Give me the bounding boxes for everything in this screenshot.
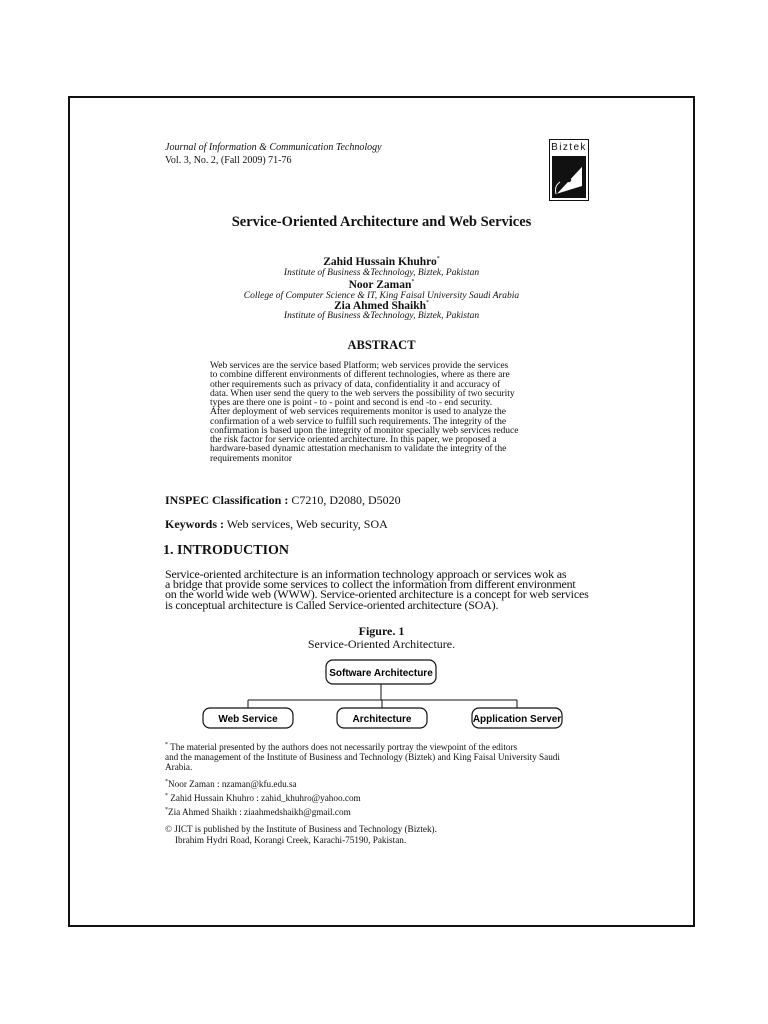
introduction-body [165, 569, 589, 610]
author-email: *Zia Ahmed Shaikh : ziaahmedshaikh@gmail.com [165, 806, 351, 817]
diagram-node-application-server: Application Server [472, 714, 562, 725]
author-email: *Noor Zaman : nzaman@kfu.edu.sa [165, 778, 297, 789]
disclaimer-line: Arabia. [165, 762, 193, 772]
abstract-line: data. When user send the query to the web servers the possibility of two security [210, 387, 515, 399]
journal-name: Journal of Information & Communication Technology [165, 142, 382, 153]
intro-line: on the world wide web (WWW). Service-oriented architecture is a concept for web services [165, 587, 589, 602]
author-affiliation: Institute of Business &Technology, Biztek, Pakistan [283, 268, 480, 278]
figure-caption [68, 625, 695, 651]
abstract-line: requirements monitor [210, 452, 292, 464]
inspec-value: C7210, D2080, D5020 [288, 493, 401, 507]
disclaimer-line: and the management of the Institute of Business and Technology (Biztek) and King Faisal University Saudi [165, 752, 560, 762]
publisher-line: Ibrahim Hydri Road, Korangi Creek, Karachi-75190, Pakistan. [175, 835, 407, 845]
author-name: Zahid Hussain Khuhro* [323, 256, 440, 268]
copyright-icon: © [165, 824, 172, 834]
abstract-line: other requirements such as privacy of data, confidentiality it and accuracy of [210, 378, 501, 390]
introduction-heading: 1. INTRODUCTION [163, 543, 290, 558]
abstract-line: confirmation of a web service to fulfill such requirements. The integrity of the [210, 415, 507, 427]
abstract-line: the risk factor for service oriented architecture. In this paper, we proposed a [210, 434, 497, 445]
abstract-heading: ABSTRACT [347, 338, 416, 352]
abstract-line: Web services are the service based Platform; web services provide the services [210, 360, 509, 371]
diagram-node-architecture: Architecture [352, 714, 412, 725]
author-name: Noor Zaman* [348, 279, 415, 291]
abstract-line: After deployment of web services requirements monitor is used to analyze the [210, 406, 506, 418]
journal-header [165, 141, 382, 167]
intro-line: is conceptual architecture is Called Service-oriented architecture (SOA). [165, 597, 499, 612]
figure-label: Figure. 1 [358, 624, 405, 638]
author-affiliation: Institute of Business &Technology, Biztek, Pakistan [283, 311, 480, 321]
author-mark: * [436, 256, 440, 263]
author-mark: * [426, 300, 430, 307]
journal-volume: Vol. 3, No. 2, (Fall 2009) 71-76 [165, 155, 292, 166]
inspec-label: INSPEC Classification : [165, 493, 289, 507]
keywords-label: Keywords : [165, 517, 224, 531]
author-affiliation: College of Computer Science & IT, King Faisal University Saudi Arabia [243, 291, 520, 301]
publisher-line: © JICT is published by the Institute of Business and Technology (Biztek). [165, 824, 437, 834]
abstract-line: types are there one is point - to - point and second is end -to - end security. [210, 397, 493, 408]
pen-nib-icon [552, 156, 586, 198]
inspec-classification [165, 493, 401, 508]
abstract-body [210, 361, 518, 463]
keywords [165, 517, 388, 532]
soa-diagram [195, 658, 575, 738]
intro-line: Service-oriented architecture is an information technology approach or services wok as [165, 567, 567, 581]
figure-caption-text: Service-Oriented Architecture. [307, 637, 456, 651]
author-email: * Zahid Hussain Khuhro : zahid_khuhro@yahoo.com [165, 792, 361, 803]
abstract-line: to combine different environments of different technologies, where as there are [210, 369, 510, 381]
paper-title: Service-Oriented Architecture and Web Services [231, 214, 532, 230]
keywords-value: Web services, Web security, SOA [224, 517, 388, 531]
author-name: Zia Ahmed Shaikh* [333, 300, 430, 312]
diagram-root-label: Software Architecture [329, 668, 433, 679]
abstract-line: confirmation is based upon the integrity of monitor specially web services reduce [210, 424, 519, 436]
author-mark: * [411, 279, 415, 286]
logo-text: Biztek [551, 142, 587, 153]
disclaimer-line: * The material presented by the authors does not necessarily portray the viewpoint of the editors [165, 741, 518, 752]
abstract-line: hardware-based dynamic attestation mechanism to validate the integrity of the [210, 443, 507, 455]
intro-line: a bridge that provide some services to collect the information from different environment [165, 577, 576, 592]
diagram-node-web-service: Web Service [218, 714, 278, 725]
biztek-logo [549, 139, 589, 201]
